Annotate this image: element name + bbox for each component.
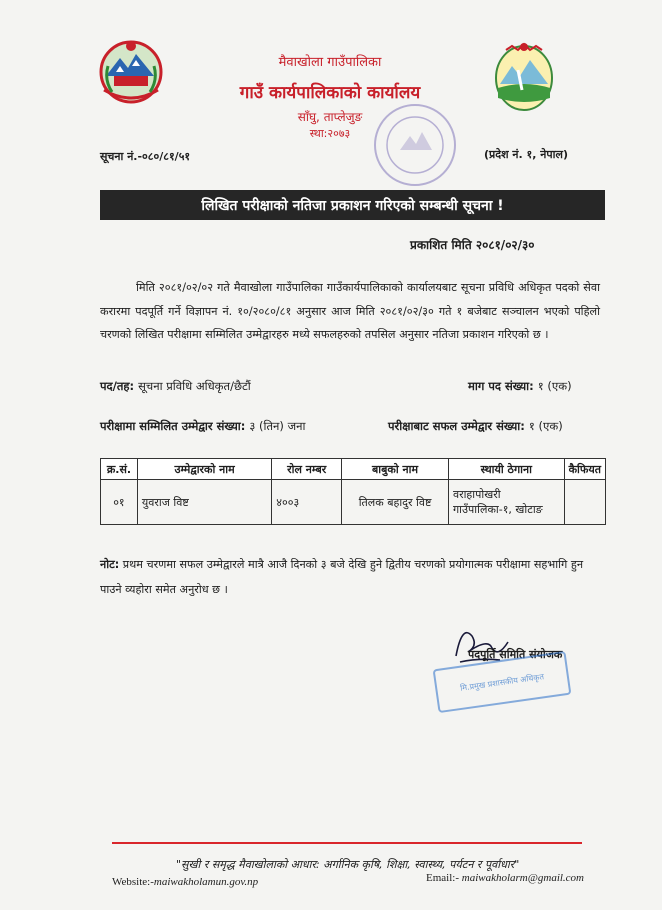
cell-roll-number: ४००३ bbox=[272, 480, 342, 525]
cell-candidate-name: युवराज विष्ट bbox=[137, 480, 271, 525]
col-remarks: कैफियत bbox=[564, 459, 605, 480]
demand-info bbox=[468, 379, 572, 394]
passed-info bbox=[388, 419, 563, 434]
post-label: पद/तह: bbox=[100, 379, 135, 393]
province-label: (प्रदेश नं. १, नेपाल) bbox=[484, 148, 568, 161]
applicants-info bbox=[100, 419, 305, 434]
office-name: गाउँ कार्यपालिकाको कार्यालय bbox=[239, 83, 421, 103]
municipality-logo bbox=[488, 40, 560, 112]
website-url[interactable]: maiwakholamun.gov.np bbox=[153, 876, 259, 888]
footer-website bbox=[112, 876, 258, 888]
applicants-label: परीक्षामा सम्मिलित उम्मेद्वार संख्या: bbox=[100, 419, 246, 433]
demand-label: माग पद संख्या: bbox=[468, 379, 534, 393]
note-text: प्रथम चरणमा सफल उम्मेद्वारले मात्रै आजै दिनको ३ बजे देखि हुने द्वितीय चरणको प्रयोगात्मक परीक्षामा सहभागि हुन पाउने व्यहोरा समेत अनुरोध छ । bbox=[100, 558, 584, 596]
cell-remarks bbox=[564, 480, 605, 525]
cell-father-name: तिलक बहादुर विष्ट bbox=[342, 480, 449, 525]
office-seal-stamp bbox=[370, 100, 460, 190]
email-label: Email:- bbox=[426, 872, 459, 884]
notice-title: लिखित परीक्षाको नतिजा प्रकाशन गरिएको सम्बन्धी सूचना ! bbox=[201, 197, 504, 214]
email-address[interactable]: maiwakholarm@gmail.com bbox=[461, 872, 585, 884]
note-label: नोट: bbox=[100, 558, 120, 571]
footer-divider bbox=[112, 842, 582, 844]
municipality-name: मैवाखोला गाउँपालिका bbox=[278, 55, 382, 70]
col-roll-number: रोल नम्बर bbox=[272, 459, 342, 480]
col-permanent-address: स्थायी ठेगाना bbox=[448, 459, 564, 480]
passed-label: परीक्षाबाट सफल उम्मेद्वार संख्या: bbox=[388, 419, 525, 433]
post-value: सूचना प्रविधि अधिकृत/छैटौं bbox=[138, 379, 251, 393]
notice-body: मिति २०८१/०२/०२ गते मैवाखोला गाउँपालिका गाउँकार्यपालिकाको कार्यालयबाट सूचना प्रविधि अधिकृत पदको सेवा करारमा पदपूर्ति गर्ने विज्ञापन नं. १०/२०८०/८१ अनुसार आज मिति २०८१/०२/३० गते १ बजेबाट सञ्चालन भएको पहिलो चरणको लिखित परीक्षामा सम्मिलित उम्मेद्वारहरु मध्ये सफलहरुको तपसिल अनुसार नतिजा प्रकाशन गरिएको छ । bbox=[100, 281, 600, 341]
table-header-row bbox=[101, 459, 606, 480]
signatory-title: पदपूर्ति समिति संयोजक bbox=[468, 648, 563, 661]
col-candidate-name: उम्मेद्वारको नाम bbox=[137, 459, 271, 480]
website-label: Website:- bbox=[112, 876, 154, 888]
table-row bbox=[101, 480, 606, 525]
note-paragraph bbox=[100, 552, 600, 602]
post-info bbox=[100, 379, 251, 394]
passed-value: १ (एक) bbox=[528, 419, 563, 433]
notice-title-banner bbox=[100, 190, 605, 220]
cell-permanent-address: वराहापोखरी गाउँपालिका-१, खोटाङ bbox=[448, 480, 564, 525]
stamp-text: मि.प्रमुख प्रशासकीय अधिकृत bbox=[459, 671, 545, 693]
nepal-emblem-logo bbox=[96, 36, 166, 106]
col-serial: क्र.सं. bbox=[101, 459, 138, 480]
applicants-value: ३ (तिन) जना bbox=[249, 419, 306, 433]
reference-number: सूचना नं.-०८०/८१/५१ bbox=[100, 150, 191, 163]
footer-tagline: "सुखी र समृद्ध मैवाखोलाको आधार: अर्गानिक कृषि, शिक्षा, स्वास्थ्य, पर्यटन र पूर्वाधार" bbox=[176, 858, 520, 871]
footer-email bbox=[426, 872, 584, 884]
results-table bbox=[100, 458, 606, 525]
demand-value: १ (एक) bbox=[537, 379, 572, 393]
office-location: साँघु, ताप्लेजुङ bbox=[297, 110, 363, 124]
published-date: प्रकाशित मिति २०८१/०२/३० bbox=[410, 238, 535, 252]
col-father-name: बाबुको नाम bbox=[342, 459, 449, 480]
cell-serial: ०१ bbox=[101, 480, 138, 525]
established-year: स्था:२०७३ bbox=[309, 127, 351, 140]
